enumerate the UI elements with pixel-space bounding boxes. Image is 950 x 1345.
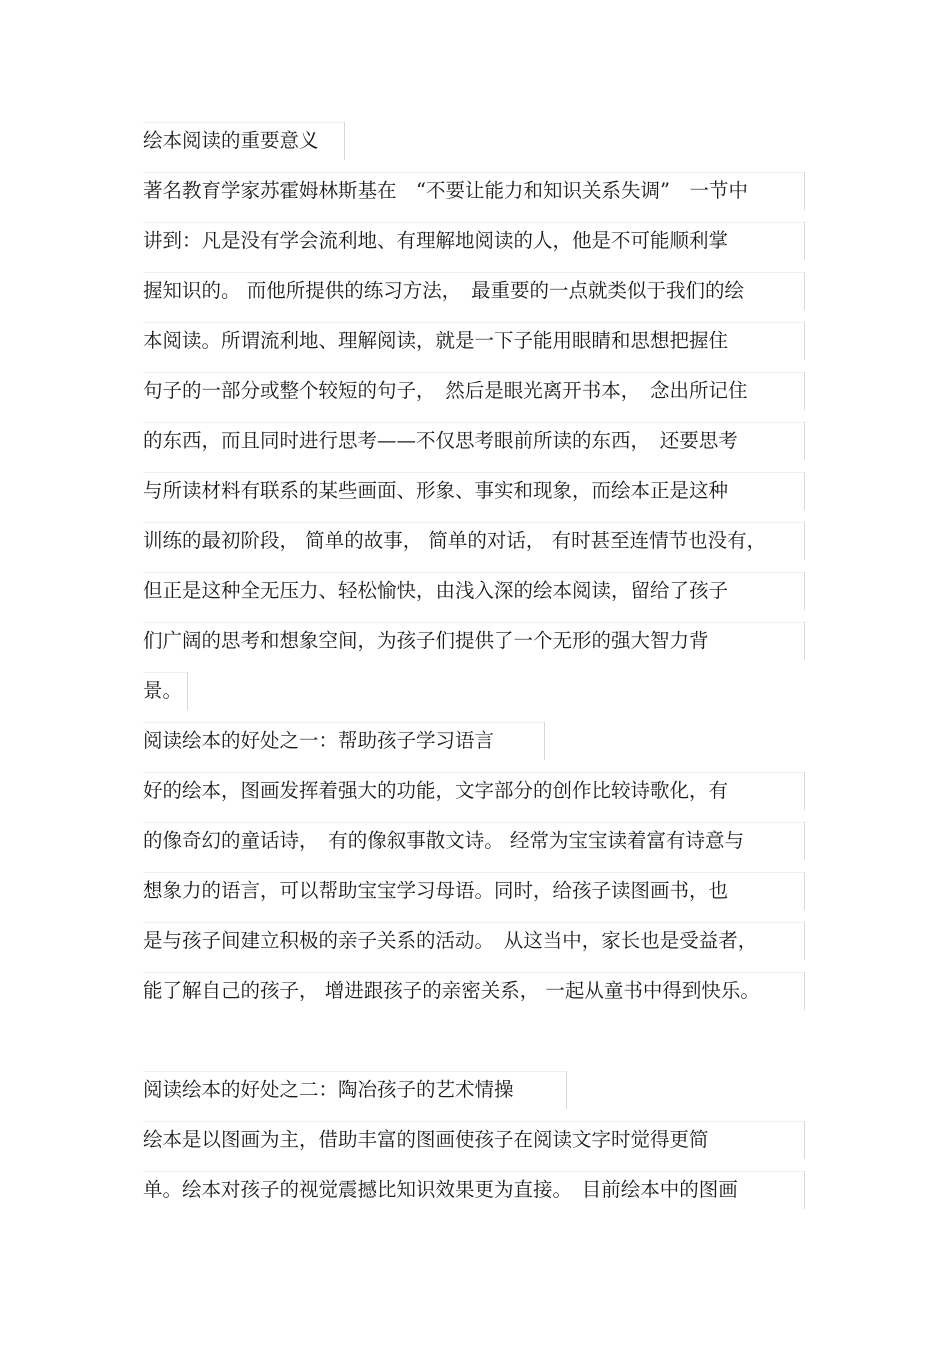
paragraph-line: 好的绘本，图画发挥着强大的功能，文字部分的创作比较诗歌化，有 (143, 772, 805, 810)
paragraph-line: 著名教育学家苏霍姆林斯基在 “不要让能力和知识关系失调” 一节中 (143, 172, 805, 210)
paragraph-line: 句子的一部分或整个较短的句子， 然后是眼光离开书本， 念出所记住 (143, 372, 805, 410)
paragraph-line: 景。 (143, 672, 188, 710)
paragraph-line: 们广阔的思考和想象空间，为孩子们提供了一个无形的强大智力背 (143, 622, 805, 660)
paragraph-line: 能了解自己的孩子， 增进跟孩子的亲密关系， 一起从童书中得到快乐。 (143, 972, 805, 1010)
paragraph-line: 单。绘本对孩子的视觉震撼比知识效果更为直接。 目前绘本中的图画 (143, 1171, 805, 1209)
section-heading-benefit-two: 阅读绘本的好处之二：陶冶孩子的艺术情操 (143, 1071, 567, 1109)
paragraph-line: 握知识的。 而他所提供的练习方法， 最重要的一点就类似于我们的绘 (143, 272, 805, 310)
paragraph-line: 训练的最初阶段， 简单的故事， 简单的对话， 有时甚至连情节也没有， (143, 522, 805, 560)
paragraph-line: 想象力的语言，可以帮助宝宝学习母语。同时，给孩子读图画书，也 (143, 872, 805, 910)
paragraph-line: 的东西，而且同时进行思考——不仅思考眼前所读的东西， 还要思考 (143, 422, 805, 460)
paragraph-line: 的像奇幻的童话诗， 有的像叙事散文诗。 经常为宝宝读着富有诗意与 (143, 822, 805, 860)
paragraph-line: 但正是这种全无压力、轻松愉快，由浅入深的绘本阅读，留给了孩子 (143, 572, 805, 610)
paragraph-line: 与所读材料有联系的某些画面、形象、事实和现象，而绘本正是这种 (143, 472, 805, 510)
paragraph-line: 是与孩子间建立积极的亲子关系的活动。 从这当中，家长也是受益者， (143, 922, 805, 960)
section-heading-significance: 绘本阅读的重要意义 (143, 122, 345, 160)
paragraph-line: 绘本是以图画为主，借助丰富的图画使孩子在阅读文字时觉得更简 (143, 1121, 805, 1159)
paragraph-line: 讲到：凡是没有学会流利地、有理解地阅读的人，他是不可能顺利掌 (143, 222, 805, 260)
paragraph-line: 本阅读。所谓流利地、理解阅读，就是一下子能用眼睛和思想把握住 (143, 322, 805, 360)
section-heading-benefit-one: 阅读绘本的好处之一：帮助孩子学习语言 (143, 722, 545, 760)
